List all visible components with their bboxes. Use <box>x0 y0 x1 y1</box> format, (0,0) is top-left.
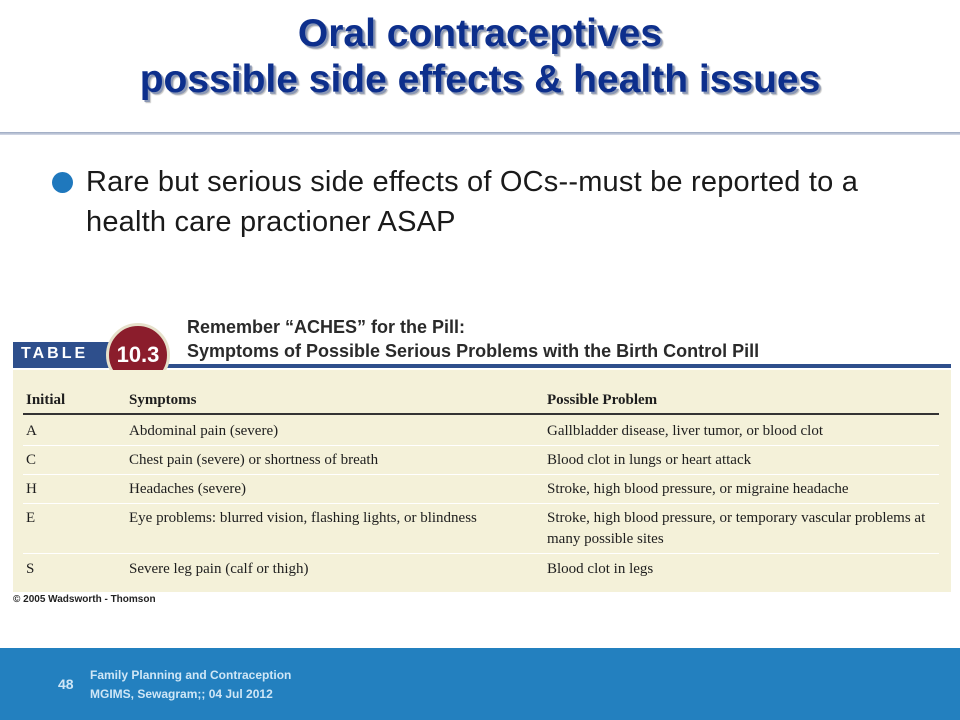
header-rule <box>23 413 939 415</box>
copyright-notice: © 2005 Wadsworth - Thomson <box>13 594 156 605</box>
row-e-problem: Stroke, high blood pressure, or temporary vascular problems at many possible sites <box>547 510 926 547</box>
row-c-problem: Blood clot in lungs or heart attack <box>547 452 752 468</box>
title-line-1: Oral contraceptives <box>297 12 663 55</box>
title-line-2: possible side effects & health issues <box>139 58 821 101</box>
row-h-problem: Stroke, high blood pressure, or migraine headache <box>547 481 849 497</box>
bullet-dot-icon <box>52 172 73 193</box>
table-body <box>13 370 951 592</box>
row-s-problem: Blood clot in legs <box>547 561 654 577</box>
header-initial: Initial <box>26 392 66 408</box>
page-number: 48 <box>58 676 74 692</box>
row-e-initial: E <box>26 510 36 526</box>
title-divider <box>0 132 960 135</box>
row-s-symptom: Severe leg pain (calf or thigh) <box>129 561 309 577</box>
row-divider <box>23 445 939 446</box>
row-h-initial: H <box>26 481 37 497</box>
table-tag: TABLE <box>21 345 89 362</box>
row-s-initial: S <box>26 561 35 577</box>
row-c-symptom: Chest pain (severe) or shortness of breath <box>129 452 379 468</box>
row-e-symptom: Eye problems: blurred vision, flashing lights, or blindness <box>129 510 477 526</box>
slide-title <box>0 0 960 132</box>
row-a-symptom: Abdominal pain (severe) <box>129 423 279 439</box>
row-h-symptom: Headaches (severe) <box>129 481 247 497</box>
row-divider <box>23 553 939 554</box>
aches-table-figure <box>13 312 951 612</box>
row-a-initial: A <box>26 423 37 439</box>
footer-institution-date: MGIMS, Sewagram;; 04 Jul 2012 <box>90 687 273 701</box>
header-possible-problem: Possible Problem <box>547 392 658 408</box>
row-divider <box>23 503 939 504</box>
table-title-line-2: Symptoms of Possible Serious Problems with the Birth Control Pill <box>187 341 760 361</box>
table-number-badge: 10.3 <box>106 323 170 387</box>
header-symptoms: Symptoms <box>129 392 197 408</box>
table-title-line-1: Remember “ACHES” for the Pill: <box>187 317 466 337</box>
bullet-text: Rare but serious side effects of OCs--must be reported to a health care practioner ASAP <box>86 166 859 238</box>
footer-course-title: Family Planning and Contraception <box>90 668 292 682</box>
row-c-initial: C <box>26 452 37 468</box>
slide-footer <box>0 648 960 720</box>
row-a-problem: Gallbladder disease, liver tumor, or blood clot <box>547 423 823 439</box>
row-divider <box>23 474 939 475</box>
